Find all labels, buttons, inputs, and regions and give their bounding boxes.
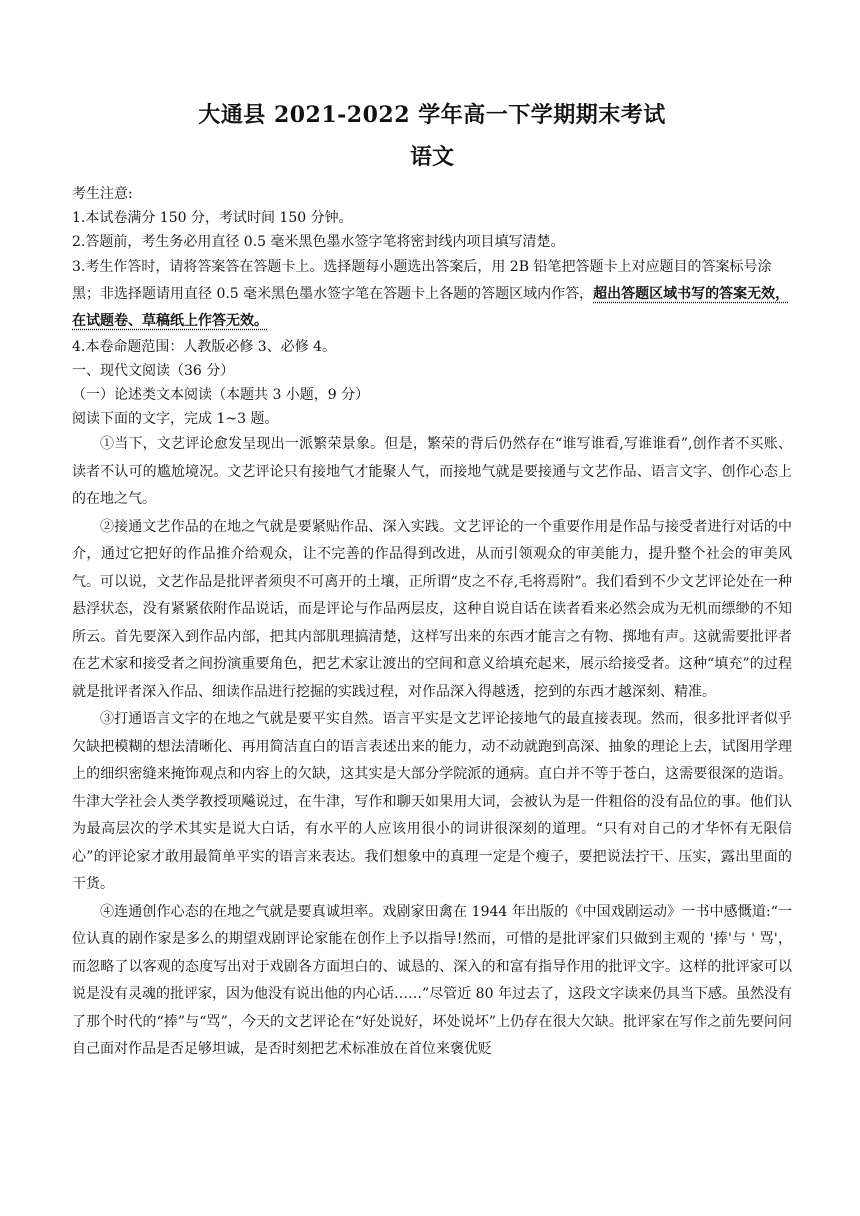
- exam-title: 大通县 2021-2022 学年高一下学期期末考试: [198, 102, 666, 128]
- subject-title: 语文: [409, 144, 454, 170]
- notice-item-3: [72, 254, 792, 335]
- notice-item-2: 2.答题前，考生务必用直径 0.5 毫米黑色墨水签字笔将密封线内项目填写清楚。: [72, 234, 565, 250]
- article-paragraph-2: ②接通文艺作品的在地之气就是要紧贴作品、深入实践。文艺评论的一个重要作用是作品与接受者进行对话的中介，通过它把好的作品推介给观众，让不完善的作品得到改进，从而引领观众的审美能力，提升整个社会的审美风气。可以说，文艺作品是批评者须臾不可离开的土壤，正所谓“皮之不存,毛将焉附”。我们看到不少文艺评论处在一种悬浮状态，没有紧紧依附作品说话，而是评论与作品两层皮，这种自说自话在读者看来必然会成为无机而缥缈的不知所云。首先要深入到作品内部，把其内部肌理搞清楚，这样写出来的东西才能言之有物、掷地有声。这就需要批评者在艺术家和接受者之间扮演重要角色，把艺术家让渡出的空间和意义给填充起来，展示给接受者。这种“填充”的过程就是批评者深入作品、细读作品进行挖掘的实践过程，对作品深入得越透，挖到的东西才越深刻、精准。: [72, 518, 792, 700]
- article-paragraph-3: ③打通语言文字的在地之气就是要平实自然。语言平实是文艺评论接地气的最直接表现。然而，很多批评者似乎欠缺把模糊的想法清晰化、再用简洁直白的语言表述出来的能力，动不动就跑到高深、抽象的理论上去，试图用学理上的细织密缝来掩饰观点和内容上的欠缺，这其实是大部分学院派的通病。直白并不等于苍白，这需要很深的造诣。牛津大学社会人类学教授项飚说过，在牛津，写作和聊天如果用大词，会被认为是一件粗俗的没有品位的事。他们认为最高层次的学术其实是说大白话，有水平的人应该用很小的词讲很深刻的道理。“只有对自己的才华怀有无限信心”的评论家才敢用最简单平实的语言来表达。我们想象中的真理一定是个瘦子，要把说法拧干、压实，露出里面的干货。: [72, 711, 792, 892]
- article-paragraph-1: ①当下，文艺评论愈发呈现出一派繁荣景象。但是，繁荣的背后仍然存在“谁写谁看,写谁谁看”,创作者不买账、读者不认可的尴尬境况。文艺评论只有接地气才能聚人气，而接地气就是要接通与文艺作品、语言文字、创作心态上的在地之气。: [72, 436, 792, 507]
- notice-item-1: 1.本试卷满分 150 分，考试时间 150 分钟。: [72, 210, 353, 226]
- reading-instruction: 阅读下面的文字，完成 1~3 题。: [72, 411, 279, 427]
- notice-item-4: 4.本卷命题范围：人教版必修 3、必修 4。: [72, 339, 337, 355]
- exam-page: [72, 98, 792, 1064]
- notice-item-3-text: 3.考生作答时，请将答案答在答题卡上。选择题每小题选出答案后，用 2B 铅笔把答题卡上对应题目的答案标号涂黑；非选择题请用直径 0.5 毫米黑色墨水签字笔在答题卡上各题的答题区域内作答，: [72, 259, 772, 302]
- section-part1: 一、现代文阅读（36 分）: [72, 363, 235, 379]
- article-paragraph-4: ④连通创作心态的在地之气就是要真诚坦率。戏剧家田禽在 1944 年出版的《中国戏剧运动》一书中感慨道:“一位认真的剧作家是多么的期望戏剧评论家能在创作上予以指导!然而，可惜的是批评家们只做到主观的 '捧'与 ' 骂'，而忽略了以客观的态度写出对于戏剧各方面坦白的、诚恳的、深入的和富有指导作用的批评文字。这样的批评家可以说是没有灵魂的批评家，因为他没有说出他的内心话……”尽管近 80 年过去了，这段文字读来仍具当下感。虽然没有了那个时代的“捧”与“骂”，今天的文艺评论在“好处说好，坏处说坏”上仍存在很大欠缺。批评家在写作之前先要问问自己面对作品是否足够坦诚，是否时刻把艺术标准放在首位来褒优贬: [72, 903, 792, 1057]
- section-part1-sub: （一）论述类文本阅读（本题共 3 小题，9 分）: [72, 387, 370, 403]
- notice-item-3-emphasis: 超出答题区域书写的答案无效，在试题卷、草稿纸上作答无效。: [72, 286, 790, 329]
- notice-heading: 考生注意:: [72, 186, 133, 202]
